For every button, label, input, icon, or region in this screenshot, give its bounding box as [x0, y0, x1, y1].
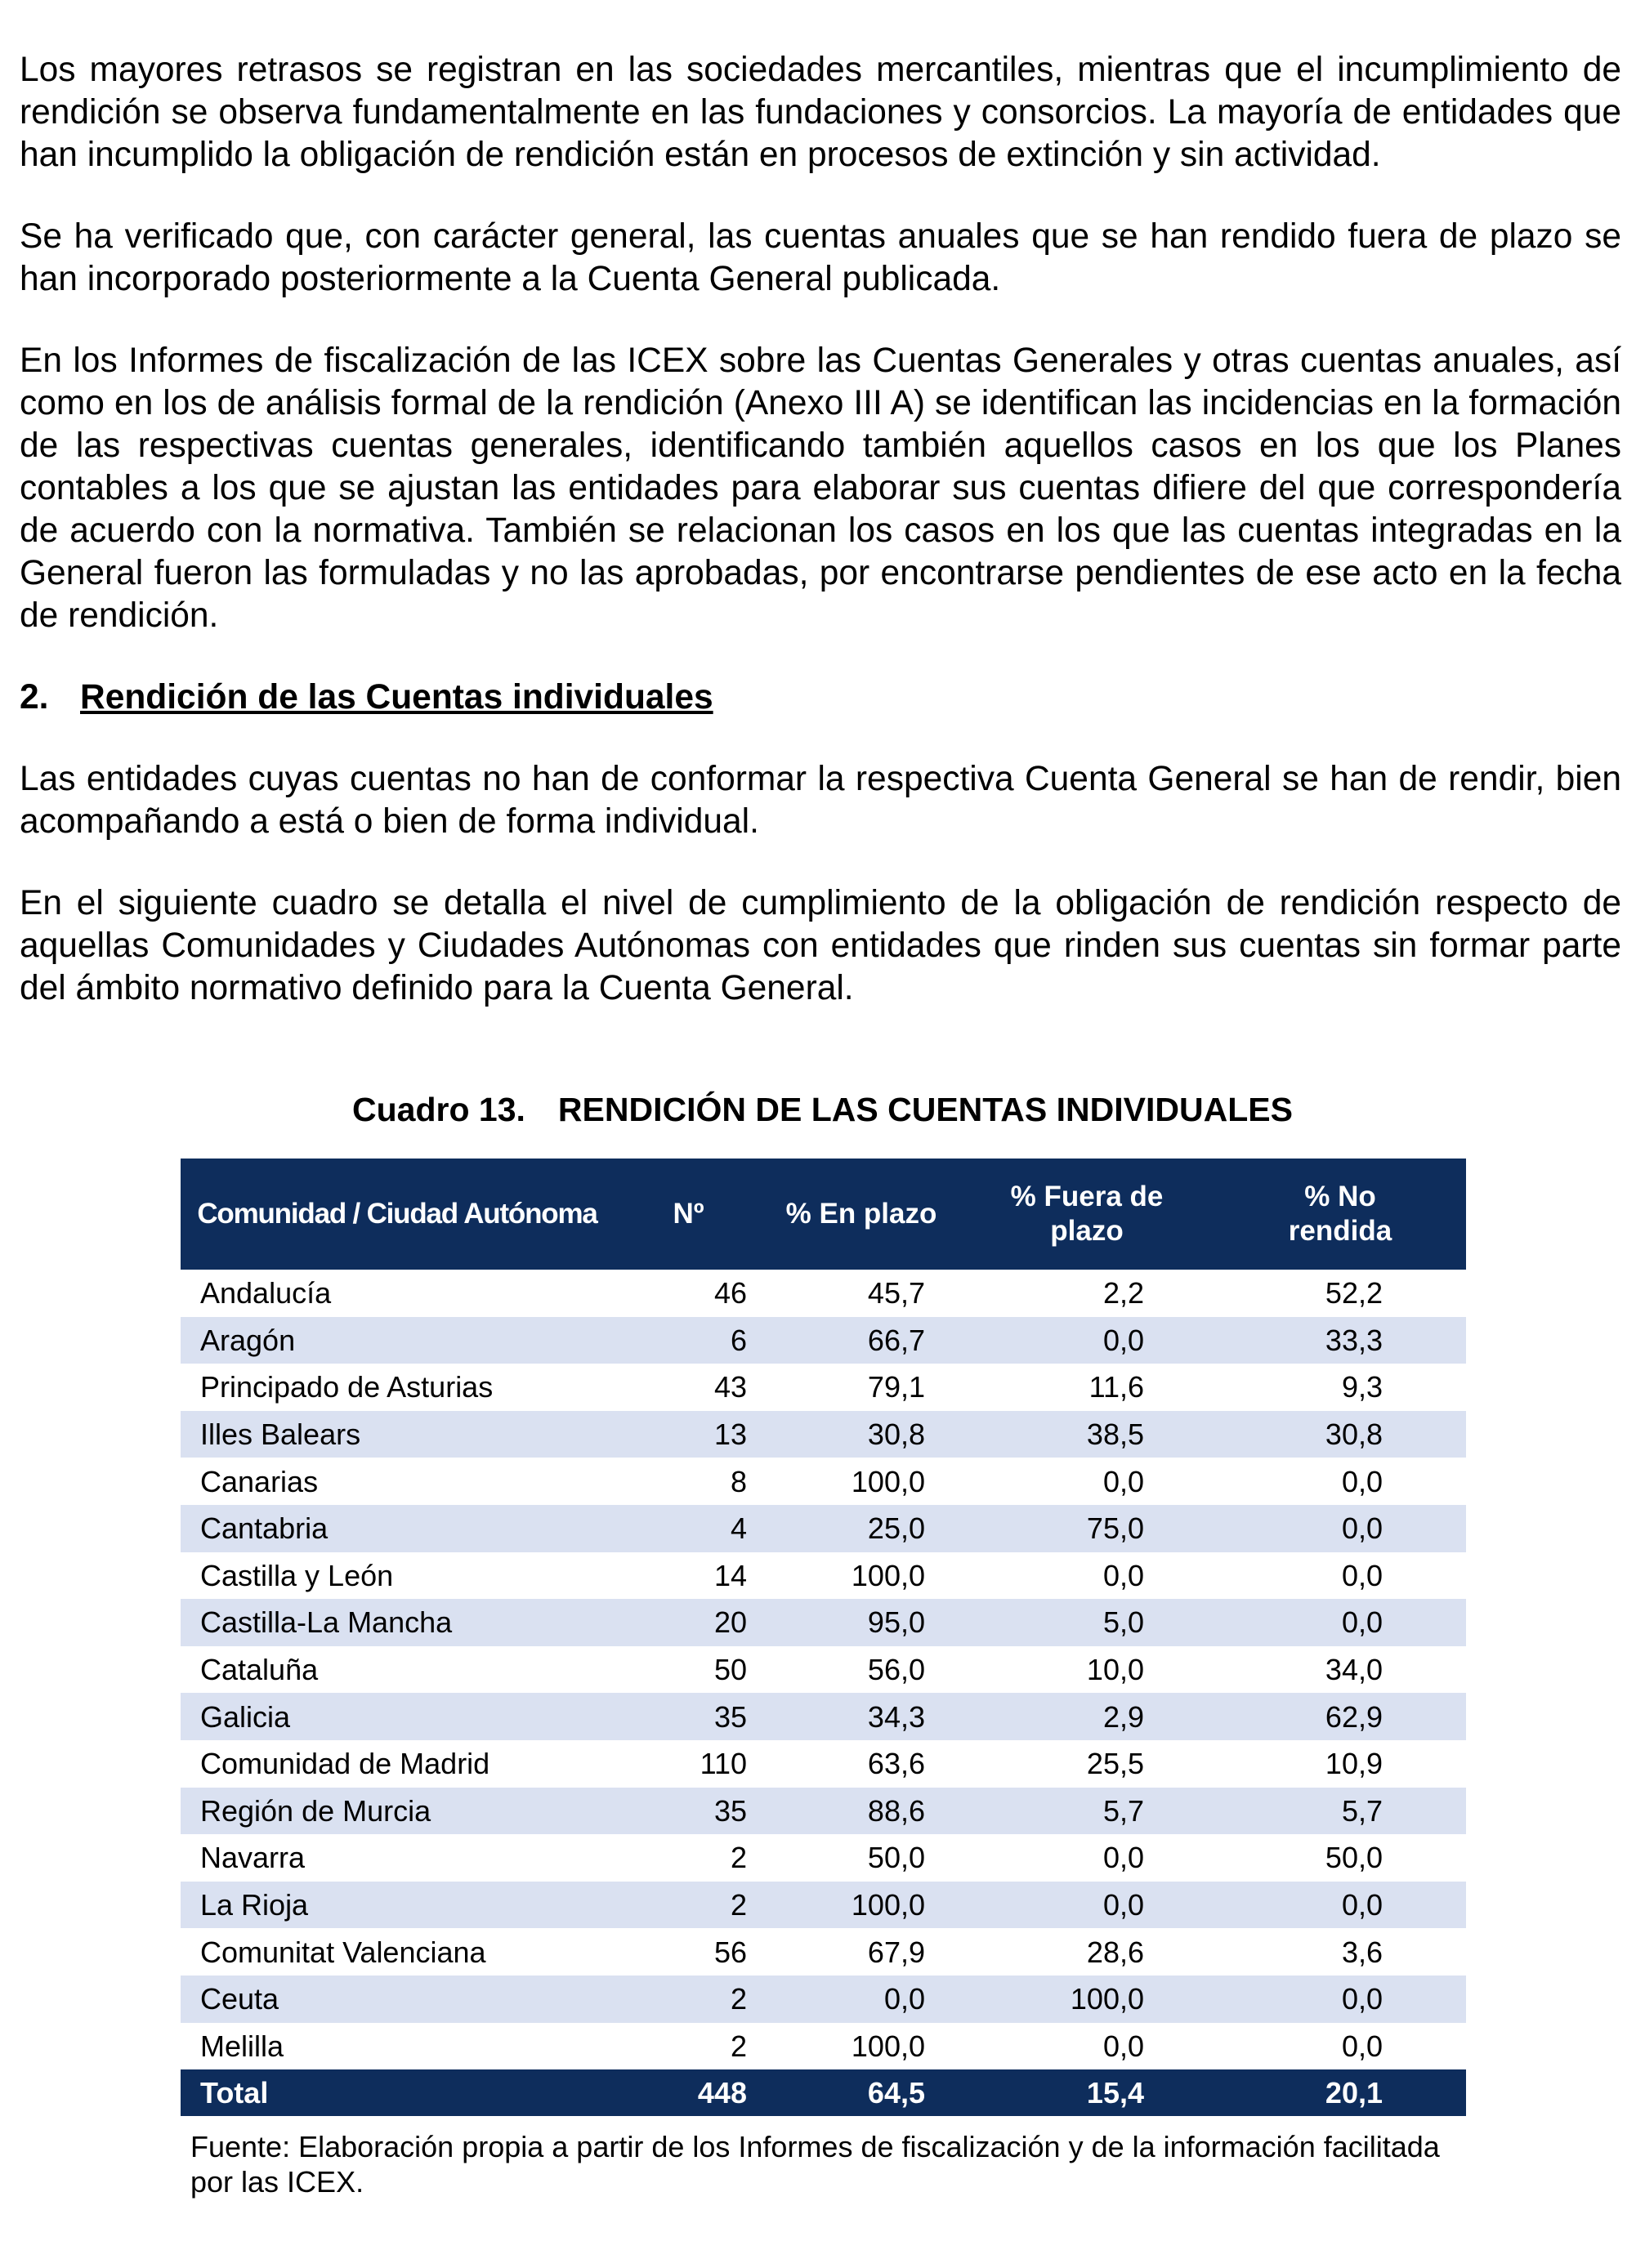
cell-no-rendida: 0,0: [1214, 1505, 1466, 1552]
cell-en-plazo: 50,0: [763, 1834, 959, 1882]
cell-numero: 43: [614, 1364, 763, 1411]
total-en-plazo: 64,5: [763, 2069, 959, 2116]
cell-no-rendida: 33,3: [1214, 1317, 1466, 1364]
cell-comunidad: Comunidad de Madrid: [181, 1740, 614, 1788]
cell-en-plazo: 100,0: [763, 1552, 959, 1600]
cell-no-rendida: 0,0: [1214, 1976, 1466, 2023]
paragraph-2: Se ha verificado que, con carácter general, las cuentas anuales que se han rendido fuera de plazo se han incorporado posteriormente a la Cuenta General publicada.: [20, 217, 1621, 298]
cell-numero: 110: [614, 1740, 763, 1788]
cell-no-rendida: 50,0: [1214, 1834, 1466, 1882]
cell-no-rendida: 0,0: [1214, 1552, 1466, 1600]
table-row: [181, 2023, 1466, 2070]
cell-fuera-plazo: 25,5: [959, 1740, 1214, 1788]
table-row: [181, 1882, 1466, 1929]
document-body: [20, 49, 1621, 1049]
table-row: [181, 1928, 1466, 1976]
table-header-row: [181, 1159, 1466, 1270]
cell-en-plazo: 100,0: [763, 1458, 959, 1505]
cell-numero: 8: [614, 1458, 763, 1505]
cell-comunidad: Galicia: [181, 1693, 614, 1740]
cell-comunidad: Comunitat Valenciana: [181, 1928, 614, 1976]
cell-comunidad: Navarra: [181, 1834, 614, 1882]
cell-en-plazo: 100,0: [763, 2023, 959, 2070]
cell-fuera-plazo: 11,6: [959, 1364, 1214, 1411]
total-numero: 448: [614, 2069, 763, 2116]
cell-comunidad: Castilla y León: [181, 1552, 614, 1600]
table-row: [181, 1740, 1466, 1788]
total-fuera-plazo: 15,4: [959, 2069, 1214, 2116]
cell-en-plazo: 88,6: [763, 1788, 959, 1835]
cell-comunidad: La Rioja: [181, 1882, 614, 1929]
cell-no-rendida: 34,0: [1214, 1646, 1466, 1694]
paragraph-3: En los Informes de fiscalización de las ICEX sobre las Cuentas Generales y otras cuentas anuales, así como en los de análisis formal de la rendición (Anexo III A) se identifican las incidencias en la formación de las respectivas cuentas generales, identificando también aquellos casos en los que los Planes contables a los que se ajustan las entidades para elaborar sus cuentas difiere del que correspondería de acuerdo con la normativa. También se relacionan los casos en los que las cuentas integradas en la General fueron las formuladas y no las aprobadas, por encontrarse pendientes de ese acto en la fecha de rendición.: [20, 342, 1621, 635]
table-row: [181, 1976, 1466, 2023]
cell-fuera-plazo: 0,0: [959, 2023, 1214, 2070]
cell-numero: 50: [614, 1646, 763, 1694]
table-row: [181, 1552, 1466, 1600]
cell-numero: 56: [614, 1928, 763, 1976]
cell-numero: 46: [614, 1270, 763, 1317]
cell-en-plazo: 63,6: [763, 1740, 959, 1788]
cell-fuera-plazo: 5,0: [959, 1599, 1214, 1646]
cell-no-rendida: 30,8: [1214, 1411, 1466, 1458]
table-caption-title: RENDICIÓN DE LAS CUENTAS INDIVIDUALES: [557, 1091, 1293, 1128]
cell-en-plazo: 30,8: [763, 1411, 959, 1458]
cell-numero: 35: [614, 1693, 763, 1740]
cell-fuera-plazo: 2,2: [959, 1270, 1214, 1317]
section-heading: [20, 676, 1621, 719]
cell-comunidad: Illes Balears: [181, 1411, 614, 1458]
cell-fuera-plazo: 38,5: [959, 1411, 1214, 1458]
table-row: [181, 1458, 1466, 1505]
cell-comunidad: Castilla-La Mancha: [181, 1599, 614, 1646]
cell-numero: 13: [614, 1411, 763, 1458]
section-title: Rendición de las Cuentas individuales: [80, 678, 713, 717]
cell-no-rendida: 52,2: [1214, 1270, 1466, 1317]
table-source-note: Fuente: Elaboración propia a partir de los Informes de fiscalización y de la información facilitada por las ICEX.: [190, 2130, 1440, 2199]
total-label: Total: [181, 2069, 614, 2116]
cell-comunidad: Melilla: [181, 2023, 614, 2070]
cell-comunidad: Región de Murcia: [181, 1788, 614, 1835]
header-no-rendida: % No rendida: [1214, 1159, 1466, 1270]
cell-comunidad: Canarias: [181, 1458, 614, 1505]
cell-numero: 20: [614, 1599, 763, 1646]
cell-comunidad: Aragón: [181, 1317, 614, 1364]
header-comunidad: Comunidad / Ciudad Autónoma: [181, 1159, 614, 1270]
table-row: [181, 1646, 1466, 1694]
cell-numero: 2: [614, 1882, 763, 1929]
cell-no-rendida: 0,0: [1214, 1599, 1466, 1646]
table-row: [181, 1834, 1466, 1882]
paragraph-4: Las entidades cuyas cuentas no han de conformar la respectiva Cuenta General se han de rendir, bien acompañando a está o bien de forma individual.: [20, 760, 1621, 841]
paragraph-5: En el siguiente cuadro se detalla el nivel de cumplimiento de la obligación de rendición respecto de aquellas Comunidades y Ciudades Autónomas con entidades que rinden sus cuentas sin formar parte del ámbito normativo definido para la Cuenta General.: [20, 884, 1621, 1007]
cell-fuera-plazo: 100,0: [959, 1976, 1214, 2023]
cell-fuera-plazo: 28,6: [959, 1928, 1214, 1976]
cell-numero: 2: [614, 1976, 763, 2023]
cell-fuera-plazo: 0,0: [959, 1834, 1214, 1882]
cell-fuera-plazo: 0,0: [959, 1552, 1214, 1600]
rendicion-table: [181, 1159, 1466, 2116]
cell-no-rendida: 10,9: [1214, 1740, 1466, 1788]
cell-no-rendida: 9,3: [1214, 1364, 1466, 1411]
total-row: [181, 2069, 1466, 2116]
cell-fuera-plazo: 75,0: [959, 1505, 1214, 1552]
cell-comunidad: Andalucía: [181, 1270, 614, 1317]
cell-fuera-plazo: 2,9: [959, 1693, 1214, 1740]
table-row: [181, 1270, 1466, 1317]
cell-fuera-plazo: 0,0: [959, 1882, 1214, 1929]
cell-en-plazo: 100,0: [763, 1882, 959, 1929]
cell-no-rendida: 5,7: [1214, 1788, 1466, 1835]
cell-en-plazo: 34,3: [763, 1693, 959, 1740]
table-row: [181, 1599, 1466, 1646]
cell-comunidad: Principado de Asturias: [181, 1364, 614, 1411]
cell-fuera-plazo: 0,0: [959, 1458, 1214, 1505]
cell-numero: 2: [614, 1834, 763, 1882]
table-row: [181, 1788, 1466, 1835]
cell-en-plazo: 25,0: [763, 1505, 959, 1552]
cell-en-plazo: 0,0: [763, 1976, 959, 2023]
section-number: 2.: [20, 678, 49, 717]
header-en-plazo: % En plazo: [763, 1159, 959, 1270]
cell-en-plazo: 95,0: [763, 1599, 959, 1646]
header-fuera-plazo: % Fuera de plazo: [959, 1159, 1214, 1270]
cell-numero: 2: [614, 2023, 763, 2070]
cell-no-rendida: 3,6: [1214, 1928, 1466, 1976]
cell-no-rendida: 0,0: [1214, 1882, 1466, 1929]
cell-fuera-plazo: 10,0: [959, 1646, 1214, 1694]
cell-numero: 4: [614, 1505, 763, 1552]
paragraph-1: Los mayores retrasos se registran en las sociedades mercantiles, mientras que el incumplimiento de rendición se observa fundamentalmente en las fundaciones y consorcios. La mayoría de entidades que han incumplido la obligación de rendición están en procesos de extinción y sin actividad.: [20, 51, 1621, 174]
table-row: [181, 1693, 1466, 1740]
cell-comunidad: Cataluña: [181, 1646, 614, 1694]
header-numero: Nº: [614, 1159, 763, 1270]
cell-numero: 6: [614, 1317, 763, 1364]
table-caption: [0, 1088, 1645, 1131]
cell-no-rendida: 0,0: [1214, 1458, 1466, 1505]
cell-comunidad: Cantabria: [181, 1505, 614, 1552]
table-row: [181, 1364, 1466, 1411]
cell-en-plazo: 79,1: [763, 1364, 959, 1411]
cell-no-rendida: 0,0: [1214, 2023, 1466, 2070]
cell-no-rendida: 62,9: [1214, 1693, 1466, 1740]
table-row: [181, 1505, 1466, 1552]
cell-numero: 14: [614, 1552, 763, 1600]
cell-en-plazo: 66,7: [763, 1317, 959, 1364]
cell-comunidad: Ceuta: [181, 1976, 614, 2023]
total-no-rendida: 20,1: [1214, 2069, 1466, 2116]
cell-fuera-plazo: 0,0: [959, 1317, 1214, 1364]
cell-numero: 35: [614, 1788, 763, 1835]
table-row: [181, 1411, 1466, 1458]
cell-en-plazo: 67,9: [763, 1928, 959, 1976]
cell-en-plazo: 45,7: [763, 1270, 959, 1317]
table-row: [181, 1317, 1466, 1364]
cell-fuera-plazo: 5,7: [959, 1788, 1214, 1835]
table-caption-number: Cuadro 13.: [352, 1091, 525, 1128]
cell-en-plazo: 56,0: [763, 1646, 959, 1694]
